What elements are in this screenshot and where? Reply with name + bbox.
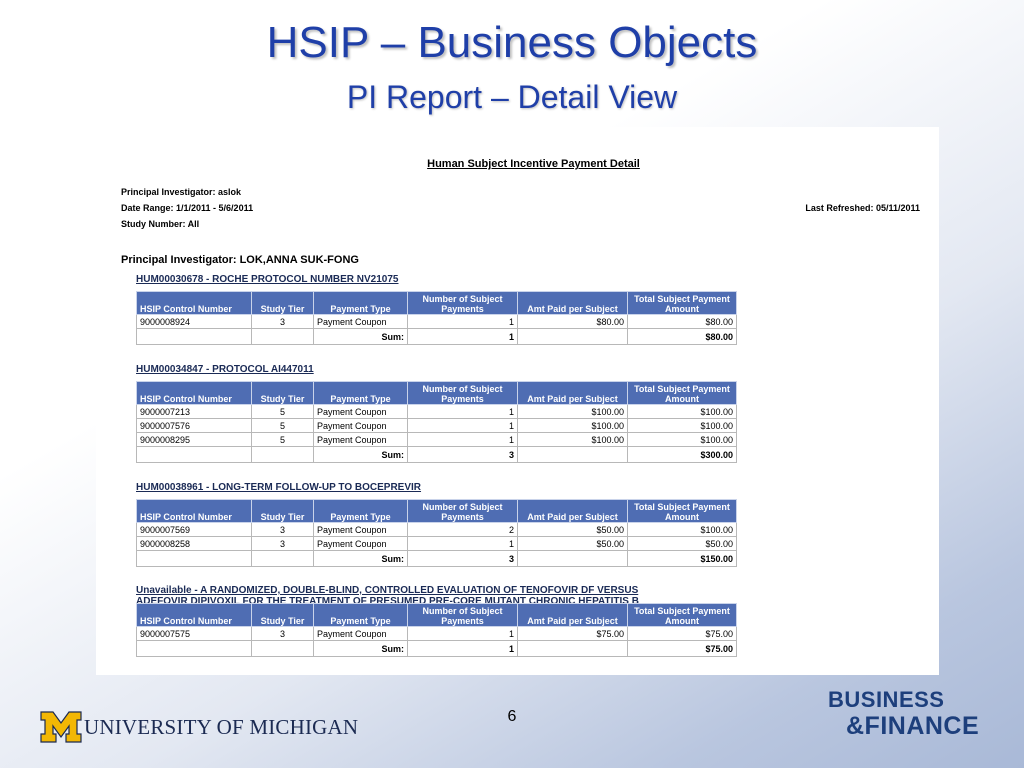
sum-num: 3: [408, 551, 518, 567]
slide-subtitle: PI Report – Detail View: [346, 79, 678, 115]
cell-num: 1: [408, 405, 518, 419]
table-row: [137, 419, 737, 433]
cell-type: Payment Coupon: [314, 419, 408, 433]
cell-tier: 3: [252, 537, 314, 551]
business-finance-line1: BUSINESS: [828, 687, 945, 712]
protocol-title: Unavailable - A RANDOMIZED, DOUBLE-BLIND, CONTROLLED EVALUATION OF TENOFOVIR DF VERSUS: [136, 585, 639, 596]
table-header-row: [137, 292, 737, 315]
cell-control: 9000007575: [137, 627, 252, 641]
col-header-tier: Study Tier: [252, 292, 314, 315]
table-row: [137, 627, 737, 641]
col-header-control: HSIP Control Number: [137, 292, 252, 315]
table-header-row: [137, 500, 737, 523]
table-row: [137, 537, 737, 551]
cell-control: 9000008295: [137, 433, 252, 447]
cell-tier: 3: [252, 627, 314, 641]
sum-label: Sum:: [314, 551, 408, 567]
report-panel: [96, 127, 939, 675]
sum-label: Sum:: [314, 641, 408, 657]
cell-amt: $50.00: [518, 523, 628, 537]
sum-row: [137, 551, 737, 567]
sum-total: $75.00: [628, 641, 737, 657]
col-header-control: HSIP Control Number: [137, 382, 252, 405]
cell-total: $100.00: [628, 523, 737, 537]
cell-amt: $75.00: [518, 627, 628, 641]
page-number: 6: [507, 708, 517, 725]
sum-row: [137, 447, 737, 463]
business-finance-logo: [828, 688, 979, 740]
cell-amt: $100.00: [518, 433, 628, 447]
cell-total: $75.00: [628, 627, 737, 641]
table-header-row: [137, 382, 737, 405]
sum-total: $80.00: [628, 329, 737, 345]
cell-num: 1: [408, 315, 518, 329]
slide-title: HSIP – Business Objects: [266, 18, 758, 67]
col-header-type: Payment Type: [314, 382, 408, 405]
pi-heading: Principal Investigator: LOK,ANNA SUK-FONG: [121, 254, 359, 266]
col-header-control: HSIP Control Number: [137, 500, 252, 523]
sum-num: 1: [408, 329, 518, 345]
cell-num: 1: [408, 627, 518, 641]
col-header-amt-paid: Amt Paid per Subject: [518, 604, 628, 627]
university-of-michigan-logo: [40, 711, 358, 743]
sum-row: [137, 329, 737, 345]
cell-type: Payment Coupon: [314, 627, 408, 641]
cell-tier: 5: [252, 419, 314, 433]
report-title: Human Subject Incentive Payment Detail: [427, 158, 640, 170]
col-header-num-payments: Number of Subject Payments: [408, 604, 518, 627]
sum-num: 3: [408, 447, 518, 463]
protocol-title: HUM00030678 - ROCHE PROTOCOL NUMBER NV21075: [136, 274, 399, 285]
col-header-total: Total Subject Payment Amount: [628, 382, 737, 405]
col-header-type: Payment Type: [314, 604, 408, 627]
sum-total: $150.00: [628, 551, 737, 567]
cell-total: $100.00: [628, 433, 737, 447]
cell-amt: $80.00: [518, 315, 628, 329]
cell-type: Payment Coupon: [314, 523, 408, 537]
col-header-num-payments: Number of Subject Payments: [408, 292, 518, 315]
col-header-type: Payment Type: [314, 292, 408, 315]
payment-table: [136, 291, 737, 345]
cell-amt: $100.00: [518, 419, 628, 433]
cell-total: $100.00: [628, 419, 737, 433]
sum-row: [137, 641, 737, 657]
protocol-title: HUM00038961 - LONG-TERM FOLLOW-UP TO BOCEPREVIR: [136, 482, 422, 493]
cell-control: 9000007576: [137, 419, 252, 433]
cell-control: 9000008924: [137, 315, 252, 329]
cell-type: Payment Coupon: [314, 433, 408, 447]
sum-num: 1: [408, 641, 518, 657]
sum-label: Sum:: [314, 447, 408, 463]
cell-amt: $100.00: [518, 405, 628, 419]
col-header-total: Total Subject Payment Amount: [628, 500, 737, 523]
col-header-type: Payment Type: [314, 500, 408, 523]
col-header-amt-paid: Amt Paid per Subject: [518, 382, 628, 405]
sum-label: Sum:: [314, 329, 408, 345]
meta-last-refreshed: Last Refreshed: 05/11/2011: [805, 203, 920, 213]
cell-type: Payment Coupon: [314, 315, 408, 329]
col-header-tier: Study Tier: [252, 604, 314, 627]
cell-num: 1: [408, 433, 518, 447]
block-m-icon: [40, 711, 82, 743]
cell-total: $80.00: [628, 315, 737, 329]
col-header-num-payments: Number of Subject Payments: [408, 382, 518, 405]
table-row: [137, 433, 737, 447]
col-header-tier: Study Tier: [252, 382, 314, 405]
protocol-title-line2: ADEFOVIR DIPIVOXIL FOR THE TREATMENT OF PRESUMED PRE-CORE MUTANT CHRONIC HEPATITIS B: [136, 596, 639, 603]
table-row: [137, 405, 737, 419]
cell-tier: 5: [252, 405, 314, 419]
cell-total: $50.00: [628, 537, 737, 551]
table-row: [137, 523, 737, 537]
meta-study-number: Study Number: All: [121, 219, 200, 229]
payment-table: [136, 381, 737, 463]
col-header-control: HSIP Control Number: [137, 604, 252, 627]
cell-control: 9000007213: [137, 405, 252, 419]
cell-control: 9000008258: [137, 537, 252, 551]
payment-table: [136, 603, 737, 657]
col-header-amt-paid: Amt Paid per Subject: [518, 500, 628, 523]
cell-tier: 3: [252, 315, 314, 329]
table-row: [137, 315, 737, 329]
cell-type: Payment Coupon: [314, 405, 408, 419]
protocol-title: HUM00034847 - PROTOCOL AI447011: [136, 364, 314, 375]
cell-type: Payment Coupon: [314, 537, 408, 551]
meta-date-range: Date Range: 1/1/2011 - 5/6/2011: [121, 203, 254, 213]
cell-num: 1: [408, 419, 518, 433]
col-header-total: Total Subject Payment Amount: [628, 292, 737, 315]
cell-tier: 5: [252, 433, 314, 447]
cell-num: 2: [408, 523, 518, 537]
cell-total: $100.00: [628, 405, 737, 419]
col-header-num-payments: Number of Subject Payments: [408, 500, 518, 523]
cell-amt: $50.00: [518, 537, 628, 551]
cell-tier: 3: [252, 523, 314, 537]
cell-num: 1: [408, 537, 518, 551]
university-name: UNIVERSITY OF MICHIGAN: [84, 714, 359, 739]
business-finance-line2: &FINANCE: [846, 712, 980, 740]
table-header-row: [137, 604, 737, 627]
sum-total: $300.00: [628, 447, 737, 463]
col-header-tier: Study Tier: [252, 500, 314, 523]
col-header-total: Total Subject Payment Amount: [628, 604, 737, 627]
meta-principal-investigator: Principal Investigator: aslok: [121, 187, 242, 197]
payment-table: [136, 499, 737, 567]
cell-control: 9000007569: [137, 523, 252, 537]
col-header-amt-paid: Amt Paid per Subject: [518, 292, 628, 315]
